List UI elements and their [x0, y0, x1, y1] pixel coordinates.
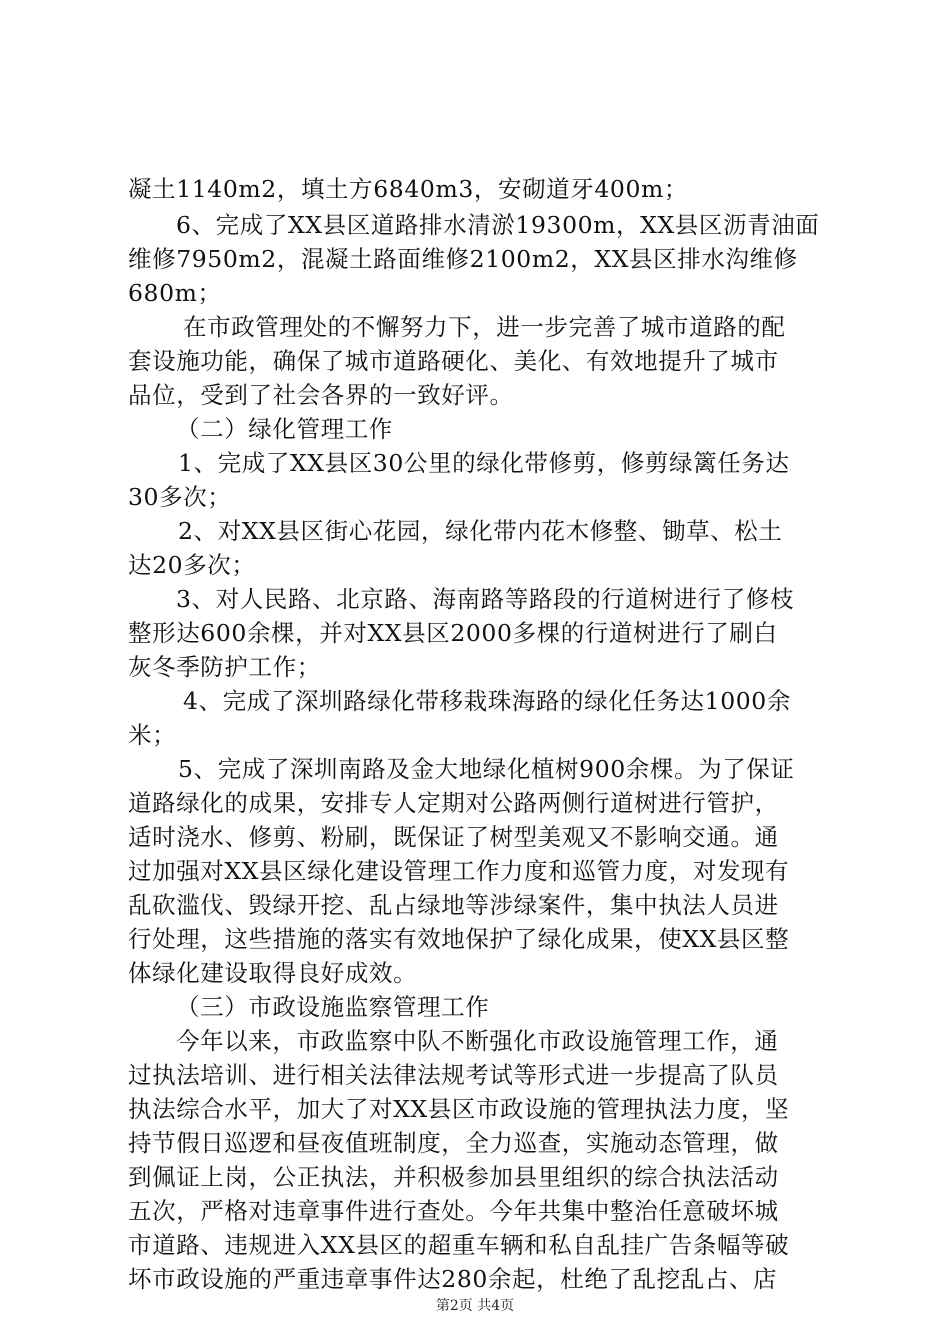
text-line-17: 米；: [128, 721, 177, 749]
text-line-5: 在市政管理处的不懈努力下，进一步完善了城市道路的配: [183, 313, 786, 341]
text-line-20: 适时浇水、修剪、粉刷，既保证了树型美观又不影响交通。通: [128, 823, 779, 851]
text-line-4: 680m；: [128, 279, 222, 307]
section-heading-3: （三）市政设施监察管理工作: [176, 993, 490, 1021]
text-line-18: 5、完成了深圳南路及金大地绿化植树900余棵。为了保证: [178, 755, 795, 783]
text-line-10: 30多次；: [128, 483, 232, 511]
text-line-31: 五次，严格对违章事件进行查处。今年共集中整治任意破坏城: [128, 1197, 779, 1225]
text-line-1: 凝土1140m2，填土方6840m3，安砌道牙400m；: [128, 175, 689, 203]
text-line-11: 2、对XX县区街心花园，绿化带内花木修整、锄草、松土: [178, 517, 783, 545]
text-line-27: 过执法培训、进行相关法律法规考试等形式进一步提高了队员: [128, 1061, 779, 1089]
text-line-6: 套设施功能，确保了城市道路硬化、美化、有效地提升了城市: [128, 347, 779, 375]
section-heading-2: （二）绿化管理工作: [176, 415, 393, 443]
text-line-2: 6、完成了XX县区道路排水清淤19300m，XX县区沥青油面: [176, 211, 820, 239]
text-line-32: 市道路、违规进入XX县区的超重车辆和私自乱挂广告条幅等破: [128, 1231, 790, 1259]
text-line-13: 3、对人民路、北京路、海南路等路段的行道树进行了修枝: [176, 585, 795, 613]
text-line-12: 达20多次；: [128, 551, 256, 579]
text-line-15: 灰冬季防护工作；: [128, 653, 321, 681]
text-line-30: 到佩证上岗，公正执法，并积极参加县里组织的综合执法活动: [128, 1163, 779, 1191]
text-line-14: 整形达600余棵，并对XX县区2000多棵的行道树进行了刷白: [128, 619, 778, 647]
text-line-29: 持节假日巡逻和昼夜值班制度，全力巡查，实施动态管理，做: [128, 1129, 779, 1157]
text-line-28: 执法综合水平，加大了对XX县区市政设施的管理执法力度，坚: [128, 1095, 790, 1123]
text-line-9: 1、完成了XX县区30公里的绿化带修剪，修剪绿篱任务达: [178, 449, 790, 477]
text-line-26: 今年以来，市政监察中队不断强化市政设施管理工作，通: [176, 1027, 779, 1055]
text-line-16: 4、完成了深圳路绿化带移栽珠海路的绿化任务达1000余: [183, 687, 791, 715]
text-line-21: 过加强对XX县区绿化建设管理工作力度和巡管力度，对发现有: [128, 857, 790, 885]
text-line-3: 维修7950m2，混凝土路面维修2100m2，XX县区排水沟维修: [128, 245, 798, 273]
text-line-23: 行处理，这些措施的落实有效地保护了绿化成果，使XX县区整: [128, 925, 790, 953]
text-line-33: 坏市政设施的严重违章事件达280余起，杜绝了乱挖乱占、店: [128, 1265, 778, 1293]
page-number-footer: 第2页 共4页: [435, 1298, 515, 1314]
text-line-24: 体绿化建设取得良好成效。: [128, 959, 418, 987]
text-line-7: 品位，受到了社会各界的一致好评。: [128, 381, 514, 409]
text-line-22: 乱砍滥伐、毁绿开挖、乱占绿地等涉绿案件，集中执法人员进: [128, 891, 779, 919]
text-line-19: 道路绿化的成果，安排专人定期对公路两侧行道树进行管护，: [128, 789, 779, 817]
